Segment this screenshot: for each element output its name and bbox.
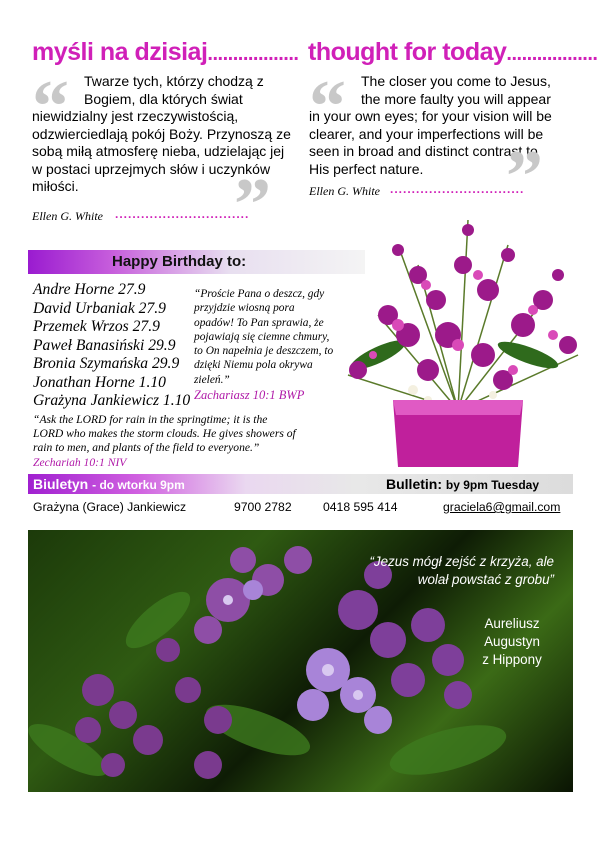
photo-quote-text: “Jezus mógł zejść z krzyża, ale wolał powstać z grobu” — [369, 554, 554, 587]
contact-mobile: 0418 595 414 — [323, 500, 398, 514]
close-quote-icon: ” — [506, 136, 543, 218]
english-verse: “Ask the LORD for rain in the springtime; it is the LORD who makes the storm clouds. He gives showers of rain to men, and plants of the field to everyone.” Zechariah 10:1 NIV — [33, 413, 296, 469]
birthday-title: Happy Birthday to: — [112, 253, 247, 270]
contact-email-link[interactable]: graciela6@gmail.com — [443, 500, 561, 514]
list-item: Bronia Szymańska 29.9 — [33, 355, 180, 372]
list-item: Paweł Banasiński 29.9 — [33, 336, 176, 354]
polish-thought-heading: myśli na dzisiaj.................. — [32, 38, 299, 66]
contact-name: Grażyna (Grace) Jankiewicz — [33, 500, 187, 514]
list-item: Jonathan Horne 1.10 — [33, 373, 166, 391]
polish-verse: “Proście Pana o deszcz, gdy przyjdzie wiosną pora opadów! To Pan sprawia, że pojawiają się ciemne chmury, to On napełnia je deszczem, to dzięki Niemu pola okrywa zieleń.” — [194, 288, 334, 386]
english-thought-heading: thought for today.................. — [308, 38, 598, 66]
list-item: Grażyna Jankiewicz 1.10 — [33, 392, 191, 409]
polish-verse-reference: Zachariasz 10:1 BWP — [194, 388, 305, 402]
english-thought-text: The closer you come to Jesus, the more faulty you will appear in your own eyes; for your vision will be clearer, and your imperfections will be seen in broad and distinct contrast to His perfect nature. — [309, 73, 552, 177]
polish-thought-author: Ellen G. White — [32, 209, 103, 223]
author-divider: ............................... — [115, 207, 250, 221]
open-quote-icon: “ — [309, 66, 346, 148]
list-item: Andre Horne 27.9 — [33, 281, 146, 298]
bulletin-polish-title: Biuletyn - do wtorku 9pm — [33, 476, 185, 492]
author-divider: ............................... — [390, 182, 525, 196]
list-item: David Urbaniak 27.9 — [33, 299, 166, 317]
orchid-arrangement-image — [318, 205, 593, 470]
photo-quote-author: Aureliusz Augustyn z Hippony — [482, 616, 542, 667]
contact-phone: 9700 2782 — [234, 500, 292, 514]
english-thought-author: Ellen G. White — [309, 184, 380, 198]
birthday-list — [33, 281, 190, 411]
close-quote-icon: ” — [234, 164, 271, 246]
english-verse-reference: Zechariah 10:1 NIV — [33, 455, 127, 469]
bulletin-english-title: Bulletin: by 9pm Tuesday — [386, 476, 540, 492]
open-quote-icon: “ — [32, 66, 69, 148]
polish-thought-text: Twarze tych, którzy chodzą z Bogiem, dla których świat niewidzialny jest rzeczywistością, odzwierciedlają pokój Boży. Przynoszą ze sobą miłą atmosferę nieba, udzielając jej w postaci uprzejmych słów i uczynków miłości. — [32, 73, 291, 194]
list-item: Przemek Wrzos 27.9 — [33, 318, 160, 335]
